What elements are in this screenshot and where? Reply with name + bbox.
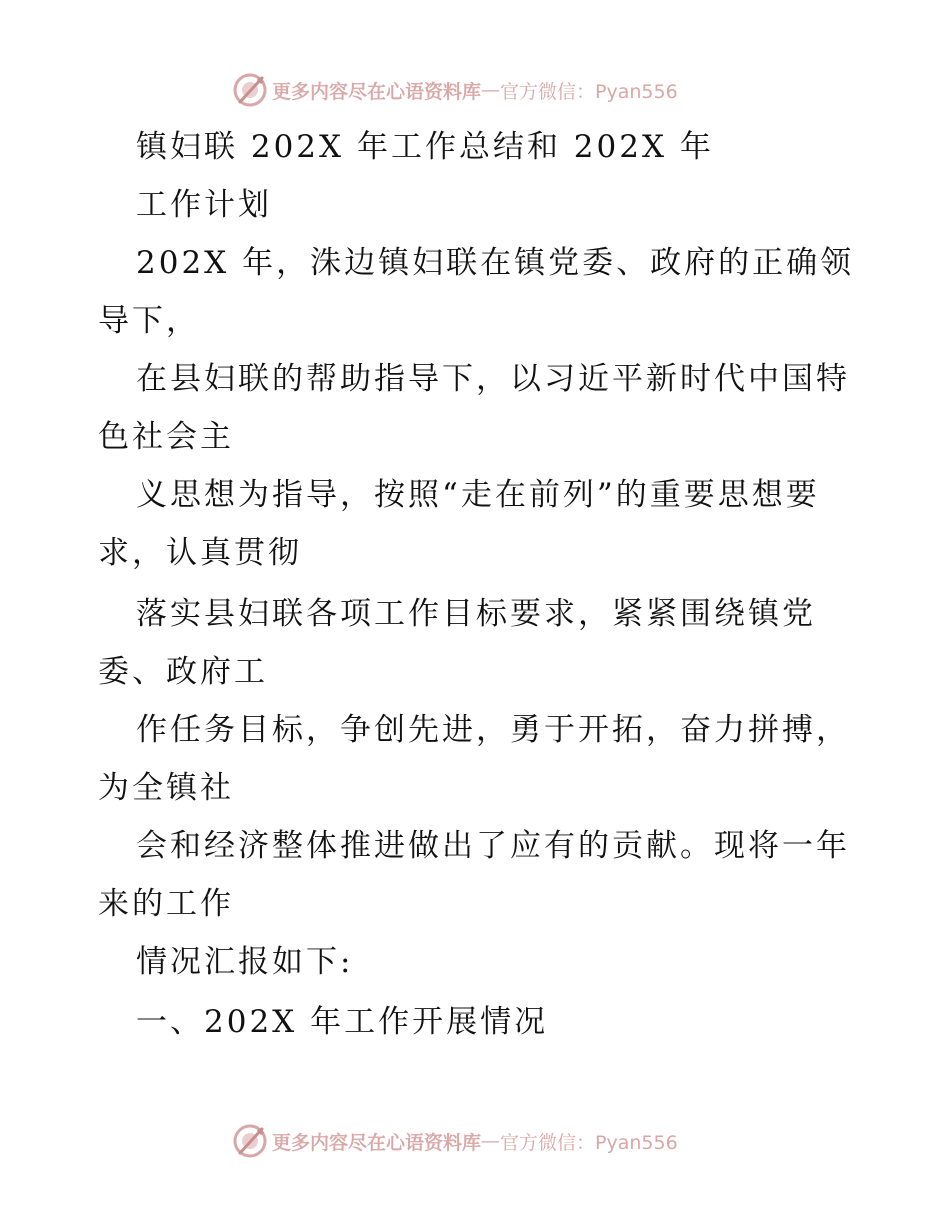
paragraph-line: 义思想为指导，按照“走在前列”的重要思想要 [136,477,820,513]
banner-main-text: 更多内容尽在心语资料库 [272,1131,482,1154]
header-watermark-banner [232,70,678,110]
paragraph-line: 色社会主 [98,419,234,455]
paragraph-line: 202X 年，洙边镇妇联在镇党委、政府的正确领 [136,245,855,281]
pen-logo-icon [232,1123,268,1159]
banner-separator: — [481,1130,501,1152]
document-title-line-1: 镇妇联 202X 年工作总结和 202X 年 [136,129,714,165]
paragraph-line: 为全镇社 [98,770,234,806]
paragraph-line: 在县妇联的帮助指导下，以习近平新时代中国特 [136,361,850,397]
section-heading: 一、202X 年工作开展情况 [136,1004,549,1040]
banner-separator: — [481,79,501,101]
banner-main-text: 更多内容尽在心语资料库 [272,80,482,103]
pen-logo-icon [232,72,268,108]
footer-watermark-banner [232,1121,678,1161]
banner-wechat-text: 官方微信：Pyan556 [500,1131,678,1154]
paragraph-line: 导下， [98,303,200,339]
banner-wechat-text: 官方微信：Pyan556 [500,80,678,103]
paragraph-line: 委、政府工 [98,654,268,690]
paragraph-line: 求，认真贯彻 [98,535,302,571]
document-title-line-2: 工作计划 [136,187,272,223]
paragraph-line: 情况汇报如下: [136,944,354,980]
paragraph-line: 来的工作 [98,886,234,922]
paragraph-line: 落实县妇联各项工作目标要求，紧紧围绕镇党 [136,596,816,632]
paragraph-line: 作任务目标，争创先进，勇于开拓，奋力拼搏， [136,712,850,748]
paragraph-line: 会和经济整体推进做出了应有的贡献。现将一年 [136,828,850,864]
